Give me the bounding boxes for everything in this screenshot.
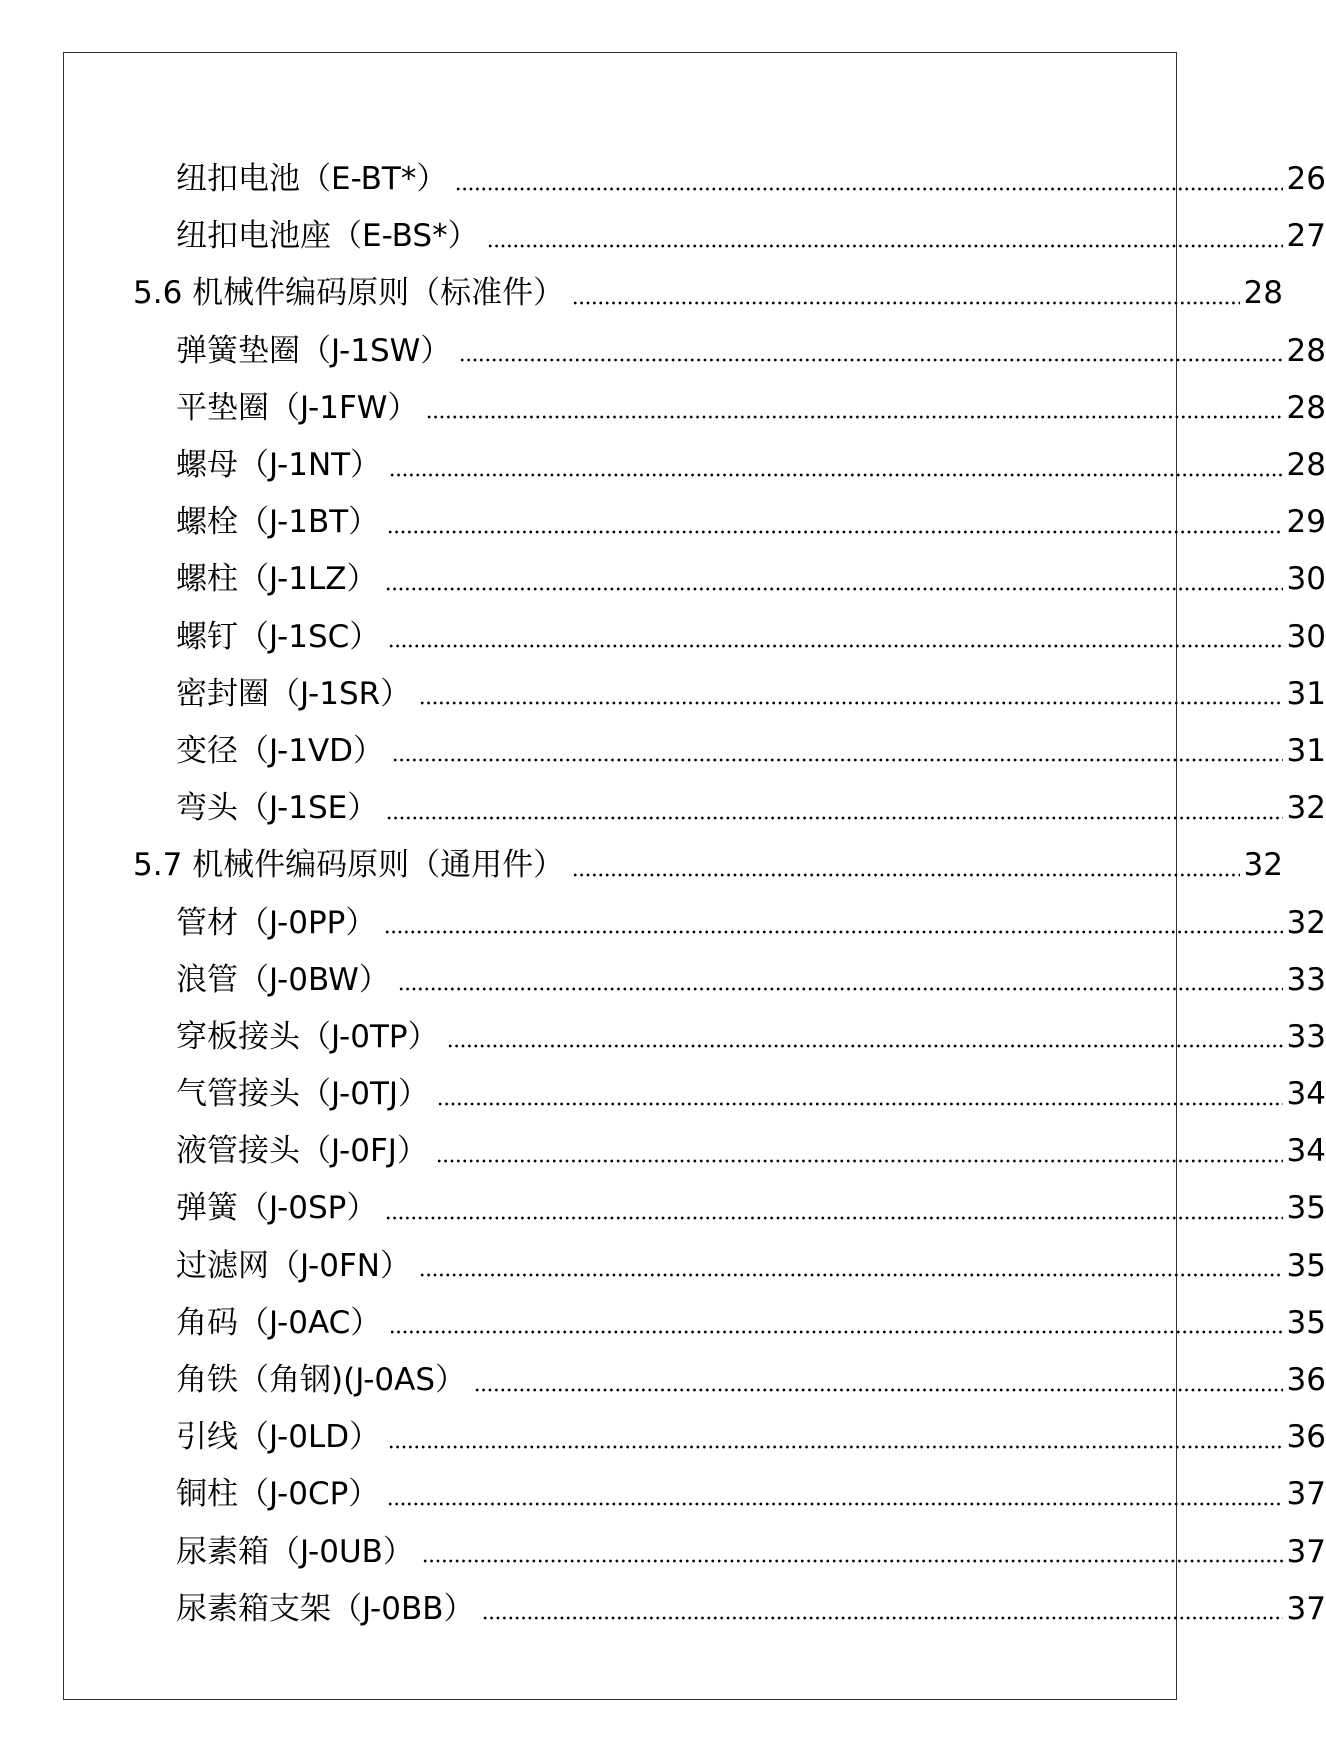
toc-entry-page-number: 35	[1286, 1247, 1326, 1284]
toc-entry[interactable]	[0, 1180, 1326, 1237]
toc-entry-label: 变径（J-1VD）	[176, 732, 385, 769]
toc-entry-label: 尿素箱（J-0UB）	[176, 1533, 414, 1570]
toc-entry[interactable]	[0, 380, 1326, 437]
toc-entry-label: 液管接头（J-0FJ）	[176, 1133, 428, 1170]
toc-entry-page-number: 29	[1286, 504, 1326, 541]
toc-entry-label: 螺母（J-1NT）	[176, 447, 382, 484]
toc-entry-page-number: 35	[1286, 1190, 1326, 1227]
toc-entry-label: 引线（J-0LD）	[176, 1419, 381, 1456]
toc-dot-leader	[474, 1385, 1283, 1395]
toc-entry[interactable]	[0, 780, 1326, 837]
toc-entry-label: 管材（J-0PP）	[176, 904, 377, 941]
toc-dot-leader	[398, 984, 1283, 994]
toc-dot-leader	[419, 698, 1282, 708]
toc-entry-label: 密封圈（J-1SR）	[176, 675, 412, 712]
toc-entry-label: 尿素箱支架（J-0BB）	[176, 1590, 475, 1627]
toc-entry-page-number: 30	[1286, 618, 1326, 655]
toc-dot-leader	[572, 870, 1239, 880]
toc-entry-page-number: 28	[1286, 389, 1326, 426]
toc-dot-leader	[436, 1156, 1283, 1166]
toc-dot-leader	[459, 355, 1282, 365]
toc-entry-label: 角铁（角钢)(J-0AS）	[176, 1362, 467, 1399]
toc-entry-page-number: 36	[1286, 1362, 1326, 1399]
toc-entry[interactable]	[0, 609, 1326, 666]
toc-dot-leader	[419, 1270, 1283, 1280]
toc-entry-page-number: 32	[1243, 847, 1283, 884]
toc-entry-page-number: 31	[1286, 675, 1326, 712]
toc-entry-page-number: 34	[1286, 1076, 1326, 1113]
toc-dot-leader	[387, 1499, 1282, 1509]
toc-entry-label: 螺钉（J-1SC）	[176, 618, 381, 655]
toc-entry-label: 铜柱（J-0CP）	[176, 1476, 380, 1513]
toc-entry-page-number: 31	[1286, 732, 1326, 769]
toc-entry[interactable]	[0, 1352, 1326, 1409]
toc-entry[interactable]	[0, 1581, 1326, 1638]
toc-dot-leader	[387, 527, 1282, 537]
toc-dot-leader	[447, 1041, 1283, 1051]
toc-entry[interactable]	[0, 1466, 1326, 1523]
toc-entry[interactable]	[0, 1066, 1326, 1123]
toc-entry-page-number: 30	[1286, 561, 1326, 598]
toc-entry-page-number: 33	[1286, 1018, 1326, 1055]
toc-entry[interactable]	[0, 208, 1326, 265]
table-of-contents	[0, 151, 1326, 1638]
toc-dot-leader	[422, 1556, 1283, 1566]
toc-section-entry[interactable]	[0, 837, 1283, 894]
toc-entry-page-number: 27	[1286, 218, 1326, 255]
toc-dot-leader	[384, 927, 1282, 937]
toc-entry[interactable]	[0, 666, 1326, 723]
toc-entry-page-number: 28	[1286, 332, 1326, 369]
toc-entry-label: 5.7 机械件编码原则（通用件）	[133, 847, 565, 884]
toc-entry-label: 弹簧垫圈（J-1SW）	[176, 332, 452, 369]
toc-entry-label: 螺栓（J-1BT）	[176, 504, 380, 541]
toc-entry[interactable]	[0, 723, 1326, 780]
toc-entry[interactable]	[0, 551, 1326, 608]
toc-entry-page-number: 37	[1286, 1476, 1326, 1513]
toc-dot-leader	[385, 1213, 1282, 1223]
toc-entry[interactable]	[0, 1009, 1326, 1066]
toc-entry-label: 平垫圈（J-1FW）	[176, 389, 419, 426]
toc-dot-leader	[482, 1613, 1282, 1623]
toc-entry-page-number: 37	[1286, 1590, 1326, 1627]
toc-entry[interactable]	[0, 952, 1326, 1009]
toc-dot-leader	[392, 755, 1283, 765]
toc-entry[interactable]	[0, 1524, 1326, 1581]
toc-entry-page-number: 26	[1286, 161, 1326, 198]
toc-entry-page-number: 33	[1286, 961, 1326, 998]
toc-dot-leader	[385, 584, 1282, 594]
toc-entry[interactable]	[0, 894, 1326, 951]
toc-entry-page-number: 28	[1286, 447, 1326, 484]
toc-entry[interactable]	[0, 1238, 1326, 1295]
toc-dot-leader	[388, 1442, 1282, 1452]
toc-entry[interactable]	[0, 494, 1326, 551]
toc-entry[interactable]	[0, 323, 1326, 380]
toc-entry-label: 穿板接头（J-0TP）	[176, 1018, 439, 1055]
toc-dot-leader	[426, 412, 1282, 422]
toc-entry-label: 纽扣电池座（E-BS*）	[176, 218, 479, 255]
toc-entry-label: 过滤网（J-0FN）	[176, 1247, 411, 1284]
toc-entry[interactable]	[0, 151, 1326, 208]
toc-dot-leader	[388, 641, 1282, 651]
toc-entry[interactable]	[0, 1295, 1326, 1352]
toc-entry-page-number: 35	[1286, 1304, 1326, 1341]
toc-entry-label: 螺柱（J-1LZ）	[176, 561, 378, 598]
toc-entry-page-number: 34	[1286, 1133, 1326, 1170]
toc-dot-leader	[455, 184, 1282, 194]
toc-entry-label: 弯头（J-1SE）	[176, 790, 379, 827]
toc-section-entry[interactable]	[0, 265, 1283, 322]
toc-dot-leader	[487, 241, 1283, 251]
toc-entry[interactable]	[0, 1123, 1326, 1180]
toc-dot-leader	[572, 298, 1239, 308]
toc-entry[interactable]	[0, 437, 1326, 494]
toc-dot-leader	[389, 470, 1282, 480]
toc-dot-leader	[386, 813, 1282, 823]
toc-dot-leader	[437, 1099, 1283, 1109]
toc-entry-label: 弹簧（J-0SP）	[176, 1190, 378, 1227]
toc-entry-label: 气管接头（J-0TJ）	[176, 1076, 430, 1113]
toc-entry-label: 角码（J-0AC）	[176, 1304, 382, 1341]
toc-dot-leader	[389, 1327, 1282, 1337]
toc-entry-page-number: 37	[1286, 1533, 1326, 1570]
toc-entry-page-number: 28	[1243, 275, 1283, 312]
toc-entry-label: 浪管（J-0BW）	[176, 961, 390, 998]
toc-entry-label: 纽扣电池（E-BT*）	[176, 161, 448, 198]
toc-entry[interactable]	[0, 1409, 1326, 1466]
toc-entry-page-number: 36	[1286, 1419, 1326, 1456]
toc-entry-label: 5.6 机械件编码原则（标准件）	[133, 275, 565, 312]
toc-entry-page-number: 32	[1286, 904, 1326, 941]
toc-entry-page-number: 32	[1286, 790, 1326, 827]
